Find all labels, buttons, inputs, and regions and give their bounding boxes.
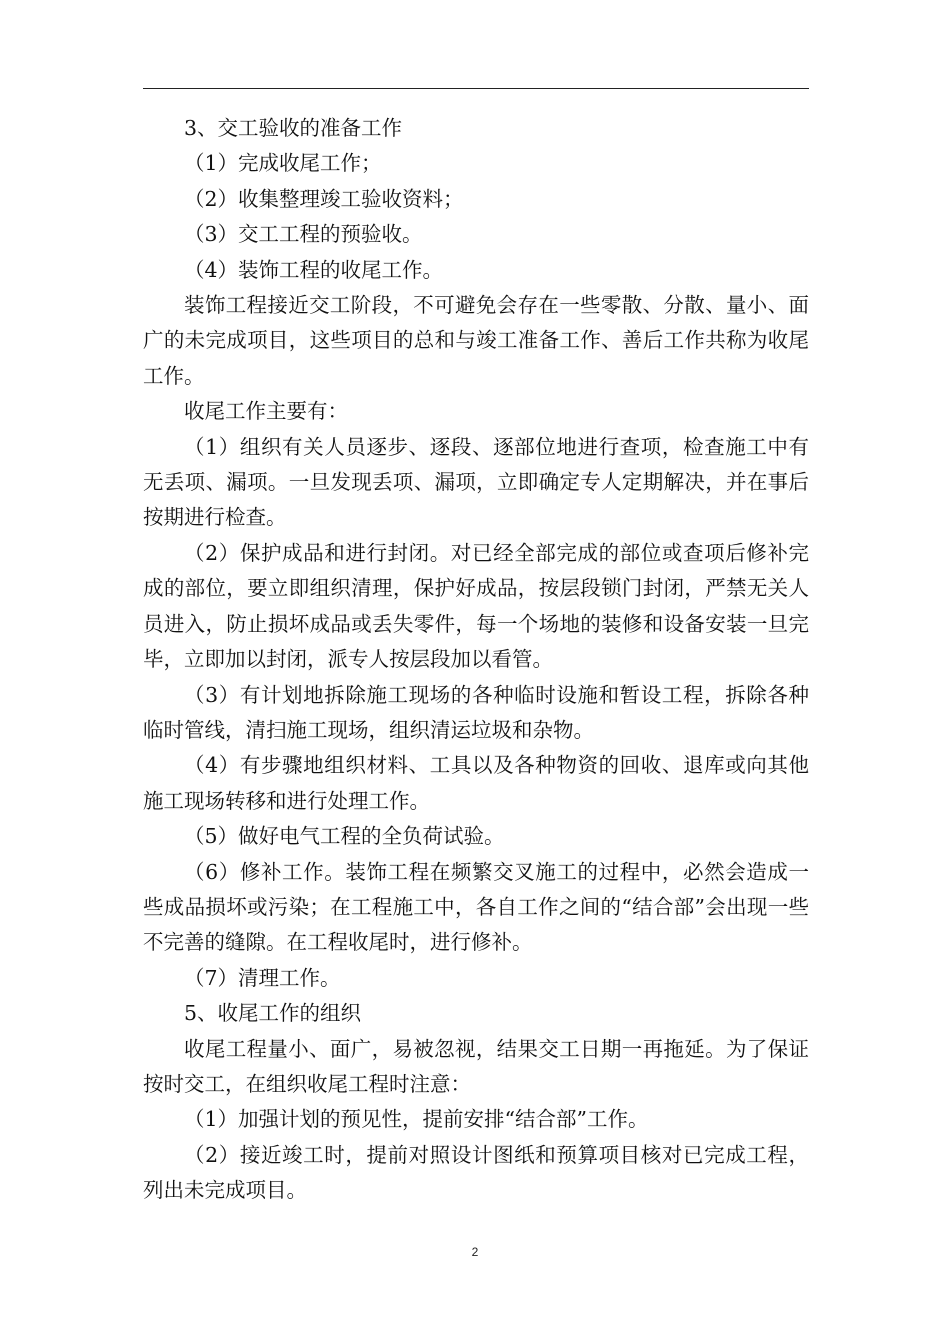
list-item: （2）保护成品和进行封闭。对已经全部完成的部位或查项后修补完成的部位，要立即组织清理，保护好成品，按层段锁门封闭，严禁无关人员进入，防止损坏成品或丢失零件，每一个场地的装修和设备安装一旦完毕，立即加以封闭，派专人按层段加以看管。 bbox=[143, 540, 809, 672]
list-item: （2）收集整理竣工验收资料； bbox=[184, 186, 464, 211]
body-paragraph: 装饰工程接近交工阶段，不可避免会存在一些零散、分散、量小、面广的未完成项目，这些项目的总和与竣工准备工作、善后工作共称为收尾工作。 bbox=[143, 293, 809, 388]
list-item: （3）有计划地拆除施工现场的各种临时设施和暂设工程，拆除各种临时管线，清扫施工现场，组织清运垃圾和杂物。 bbox=[143, 682, 809, 742]
header-rule bbox=[143, 88, 809, 89]
list-item: （3）交工工程的预验收。 bbox=[184, 222, 423, 247]
list-item: （1）组织有关人员逐步、逐段、逐部位地进行查项，检查施工中有无丢项、漏项。一旦发现丢项、漏项，立即确定专人定期解决，并在事后按期进行检查。 bbox=[143, 434, 809, 530]
list-item: （1）加强计划的预见性，提前安排“结合部”工作。 bbox=[184, 1107, 649, 1132]
body-paragraph: 收尾工程量小、面广，易被忽视，结果交工日期一再拖延。为了保证按时交工，在组织收尾工程时注意： bbox=[143, 1036, 809, 1096]
list-item: （2）接近竣工时，提前对照设计图纸和预算项目核对已完成工程，列出未完成项目。 bbox=[143, 1142, 809, 1203]
list-item: （7）清理工作。 bbox=[184, 965, 341, 990]
list-item: （4）有步骤地组织材料、工具以及各种物资的回收、退库或向其他施工现场转移和进行处理工作。 bbox=[143, 753, 809, 813]
page-number: 2 bbox=[471, 1245, 479, 1259]
document-body bbox=[143, 111, 809, 1209]
list-item: （6）修补工作。装饰工程在频繁交叉施工的过程中，必然会造成一些成品损坏或污染；在工程施工中，各自工作之间的“结合部”会出现一些不完善的缝隙。在工程收尾时，进行修补。 bbox=[143, 859, 809, 955]
body-paragraph: 收尾工作主要有： bbox=[184, 399, 348, 424]
list-item: （4）装饰工程的收尾工作。 bbox=[184, 257, 444, 282]
section-heading: 3、交工验收的准备工作 bbox=[184, 116, 403, 140]
list-item: （5）做好电气工程的全负荷试验。 bbox=[184, 824, 505, 849]
section-heading: 5、收尾工作的组织 bbox=[184, 1001, 362, 1026]
list-item: （1）完成收尾工作； bbox=[184, 151, 382, 176]
